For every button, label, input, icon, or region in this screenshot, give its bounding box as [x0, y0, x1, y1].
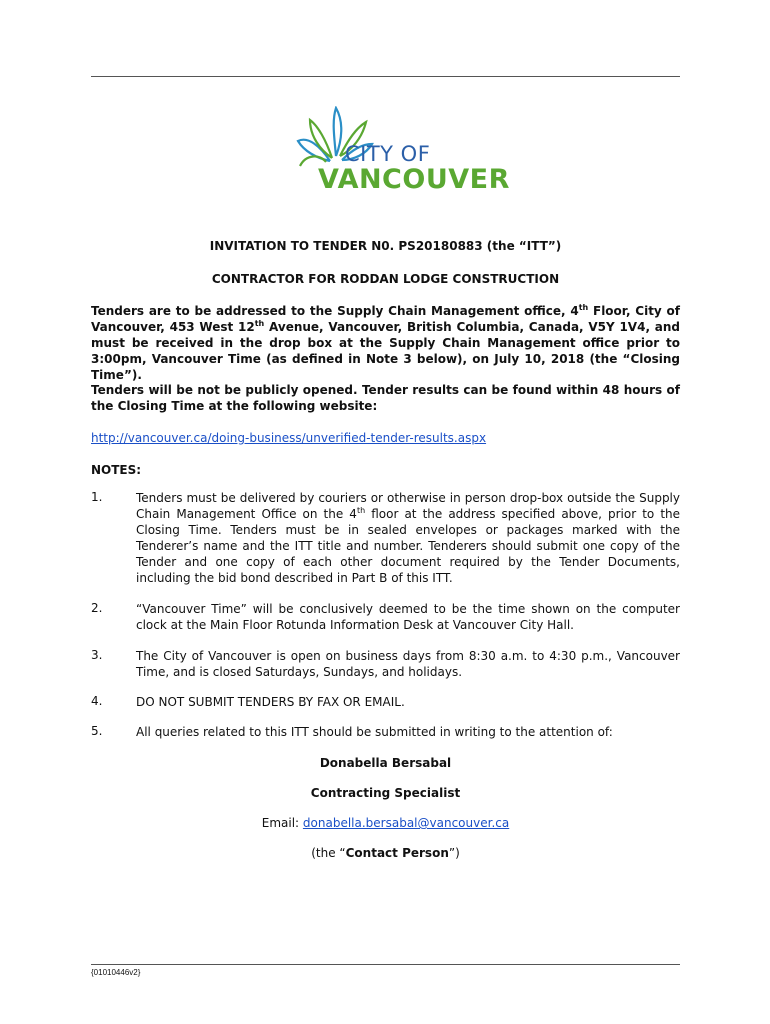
document-title: INVITATION TO TENDER N0. PS20180883 (the “ITT”): [209, 239, 562, 253]
results-link[interactable]: http://vancouver.ca/doing-business/unverified-tender-results.aspx: [91, 431, 487, 445]
logo-text-city-of: CITY OF: [345, 142, 431, 166]
footer-rule: [91, 964, 680, 965]
logo-leaf-icon: [310, 120, 332, 158]
intro-paragraph: Tenders are to be addressed to the Supply Chain Management office, 4th Floor, City of Vancouver, 453 West 12th Avenue, Vancouver, British Columbia, Canada, V5Y 1V4, and must be received in the drop box at the Supply Chain Management office prior to 3:00pm, Vancouver Time (as defined in Note 3 below), on July 10, 2018 (the “Closing Time”).: [91, 303, 681, 382]
results-link-line: [91, 430, 680, 446]
document-id-footer: {01010446v2}: [91, 968, 141, 977]
document-subtitle: CONTRACTOR FOR RODDAN LODGE CONSTRUCTION: [211, 272, 560, 286]
note-3: The City of Vancouver is open on business days from 8:30 a.m. to 4:30 p.m., Vancouver Time, and is closed Saturdays, Sundays, and holidays.: [136, 649, 680, 679]
note-4: DO NOT SUBMIT TENDERS BY FAX OR EMAIL.: [136, 695, 405, 709]
note-1: Tenders must be delivered by couriers or otherwise in person drop-box outside the Supply Chain Management Office on the 4th floor at the address specified above, prior to the Closing Time. Tenders must be in sealed envelopes or packages marked with the Tenderer’s name and the ITT title and number. Tenderers should submit one copy of the Tender and one copy of each other document required by the Tender Documents, including the bid bond described in Part B of this ITT.: [136, 491, 681, 585]
results-paragraph: Tenders will be not be publicly opened. Tender results can be found within 48 hours of the Closing Time at the following website:: [91, 383, 680, 413]
contact-email-line: Email: donabella.bersabal@vancouver.ca: [261, 816, 510, 830]
logo-leaf-icon: [334, 108, 342, 156]
note-number: 3.: [91, 648, 103, 662]
top-rule: [91, 76, 680, 77]
note-2: “Vancouver Time” will be conclusively deemed to be the time shown on the computer clock at the Main Floor Rotunda Information Desk at Vancouver City Hall.: [136, 602, 680, 632]
contact-name: Donabella Bersabal: [319, 756, 452, 770]
contact-role: Contracting Specialist: [310, 786, 461, 800]
contact-email-link[interactable]: donabella.bersabal@vancouver.ca: [302, 816, 510, 830]
contact-person-tag: (the “Contact Person”): [311, 846, 460, 860]
note-number: 4.: [91, 694, 103, 708]
note-number: 1.: [91, 490, 103, 504]
note-number: 5.: [91, 724, 103, 738]
logo-text-vancouver: VANCOUVER: [318, 164, 510, 195]
notes-heading: NOTES:: [91, 463, 142, 477]
note-5: All queries related to this ITT should be submitted in writing to the attention of:: [136, 725, 613, 739]
note-number: 2.: [91, 601, 103, 615]
